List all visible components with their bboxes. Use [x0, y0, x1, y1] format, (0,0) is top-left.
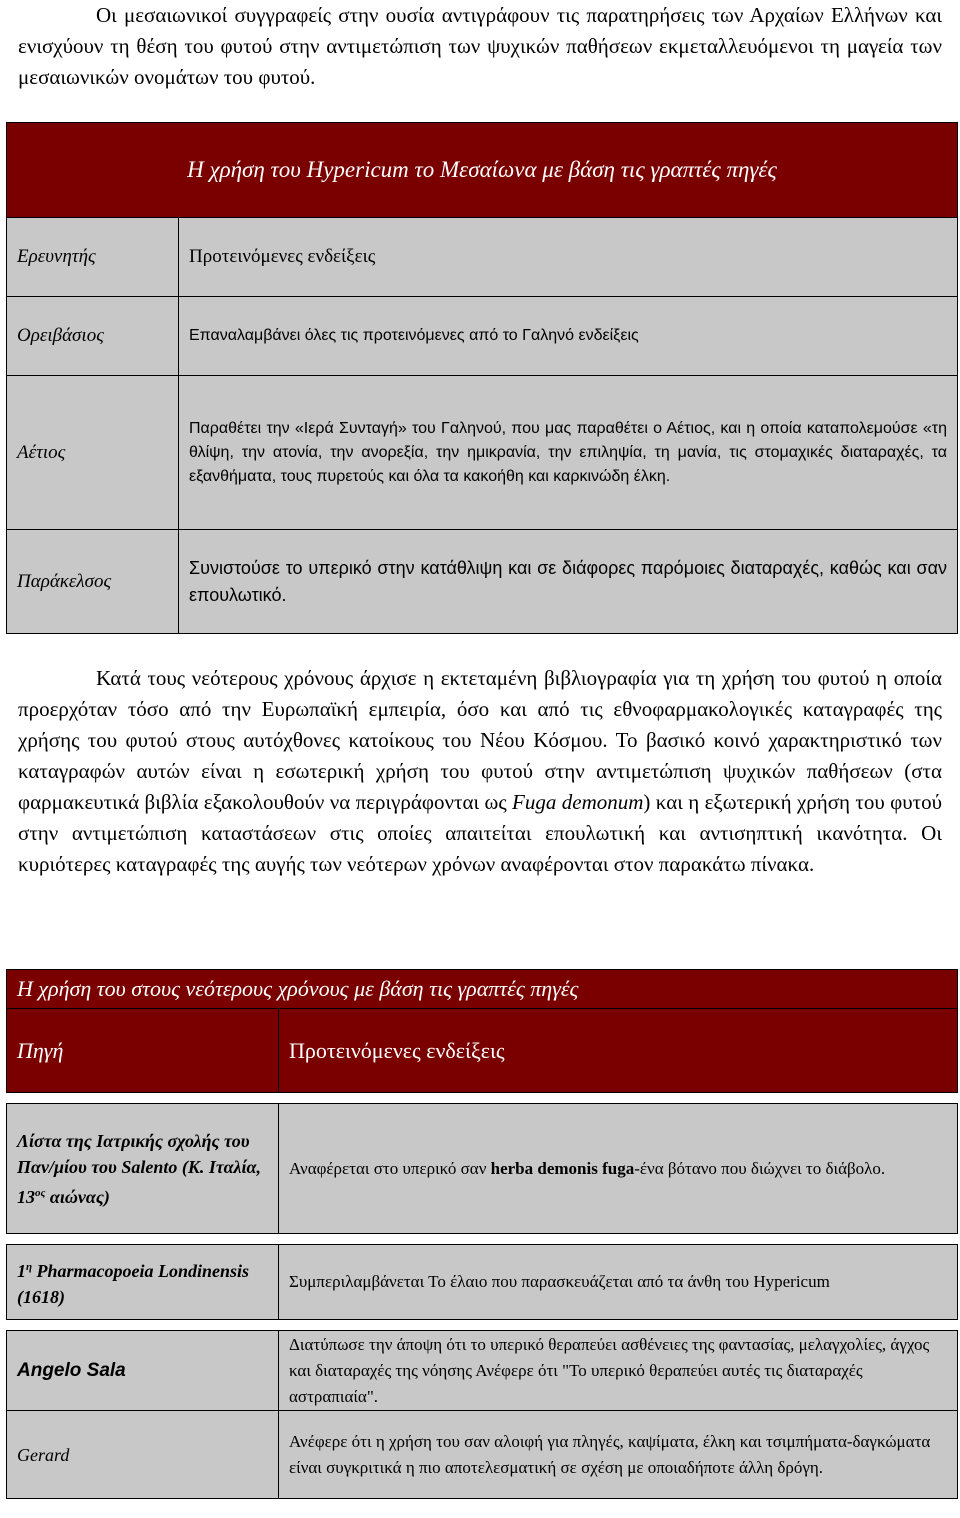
- table1-row-indication: Παραθέτει την «Ιερά Συνταγή» του Γαληνού, που μας παραθέτει ο Αέτιος, και η οποία καταπολεμούσε «τη θλίψη, την ατονία, την ανορεξία, την ημικρανία, την επιληψία, τη μανία, τις στομαχικές διαταραχές, τα εξανθήματα, τους πυρετούς και όλα τα κακοήθη και καρκινώδη έλκη.: [179, 376, 958, 530]
- table2-row-indication: Ανέφερε ότι η χρήση του σαν αλοιφή για πληγές, καψίματα, έλκη και τσιμπήματα-δαγκώματα είναι συγκριτικά η πιο αποτελεσματική σε σχέση με οποιαδήποτε άλλη δρόγη.: [279, 1411, 958, 1499]
- second-paragraph-text-end: ) και η εξωτερική χρήση του φυτού στην αντιμετώπιση καταστάσεων στις οποίες απαιτείται επουλωτική και αντισηπτική ικανότητα. Οι κυριότερες καταγραφές της αυγής των νεότερων χρόνων αναφέρονται στον παρακάτω πίνακα.: [18, 790, 942, 876]
- table2-row-source: Gerard: [7, 1411, 279, 1499]
- table2-row-indication: Διατύπωσε την άποψη ότι το υπερικό θεραπεύει ασθένειες της φαντασίας, μελαγχολίες, άγχος και διαταραχές της νόησης Ανέφερε ότι "Το υπερικό θεραπεύει αυτές τις διαταραχές αστραπιαία".: [279, 1331, 958, 1411]
- table1-title: Η χρήση του Hypericum το Μεσαίωνα με βάση τις γραπτές πηγές: [7, 123, 958, 218]
- table1-row-researcher: Αέτιος: [7, 376, 179, 530]
- table1-row-indication: Συνιστούσε το υπερικό στην κατάθλιψη και σε διάφορες παρόμοιες διαταραχές, καθώς και σαν επουλωτικό.: [179, 530, 958, 634]
- table2-header-indications: Προτεινόμενες ενδείξεις: [279, 1009, 958, 1093]
- table2-row-indication: Συμπεριλαμβάνεται Το έλαιο που παρασκευάζεται από τα άνθη του Hypericum: [279, 1245, 958, 1320]
- table1-header-researcher: Ερευνητής: [7, 218, 179, 297]
- table1-row-indication: Επαναλαμβάνει όλες τις προτεινόμενες από το Γαληνό ενδείξεις: [179, 297, 958, 376]
- table2-title: Η χρήση του στους νεότερους χρόνους με βάση τις γραπτές πηγές: [7, 970, 958, 1009]
- second-paragraph: [18, 663, 942, 880]
- medieval-uses-table: [6, 122, 958, 634]
- table2-row-source: $1^\eta$ Pharmacopoeia Londinensis (1618): [7, 1245, 279, 1320]
- modern-uses-table: [6, 969, 958, 1499]
- table2-row-indication: Αναφέρεται στο υπερικό σαν herba demonis fuga-ένα βότανο που διώχνει το διάβολο.: [279, 1104, 958, 1234]
- second-paragraph-text: Κατά τους νεότερους χρόνους άρχισε η εκτεταμένη βιβλιογραφία για τη χρήση του φυτού η οποία προερχόταν τόσο από την Ευρωπαϊκή εμπειρία, όσο και από τις εθνοφαρμακολογικές καταγραφές της χρήσης του φυτού στους αυτόχθονες κατοίκους του Νέου Κόσμου. Το βασικό κοινό χαρακτηριστικό των καταγραφών αυτών είναι η εσωτερική χρήση του φυτού στην αντιμετώπιση ψυχικών παθήσεων (στα φαρμακευτικά βιβλία εξακολουθούν να περιγράφονται ως: [18, 666, 942, 814]
- fuga-demonum-term: Fuga demonum: [512, 790, 644, 814]
- intro-paragraph: Οι μεσαιωνικοί συγγραφείς στην ουσία αντιγράφουν τις παρατηρήσεις των Αρχαίων Ελλήνων και ενισχύουν τη θέση του φυτού στην αντιμετώπιση των ψυχικών παθήσεων εκμεταλλευόμενοι τη μαγεία των μεσαιωνικών ονομάτων του φυτού.: [18, 3, 942, 89]
- table1-header-indications: Προτεινόμενες ενδείξεις: [179, 218, 958, 297]
- table2-header-source: Πηγή: [7, 1009, 279, 1093]
- table1-row-researcher: Παράκελσος: [7, 530, 179, 634]
- table2-row-source: Λίστα της Ιατρικής σχολής του Παν/μίου του Salento (Κ. Ιταλία, $13^{o\varsigma}$ αιώνας): [7, 1104, 279, 1234]
- table1-row-researcher: Ορειβάσιος: [7, 297, 179, 376]
- table2-row-source: Angelo Sala: [7, 1331, 279, 1411]
